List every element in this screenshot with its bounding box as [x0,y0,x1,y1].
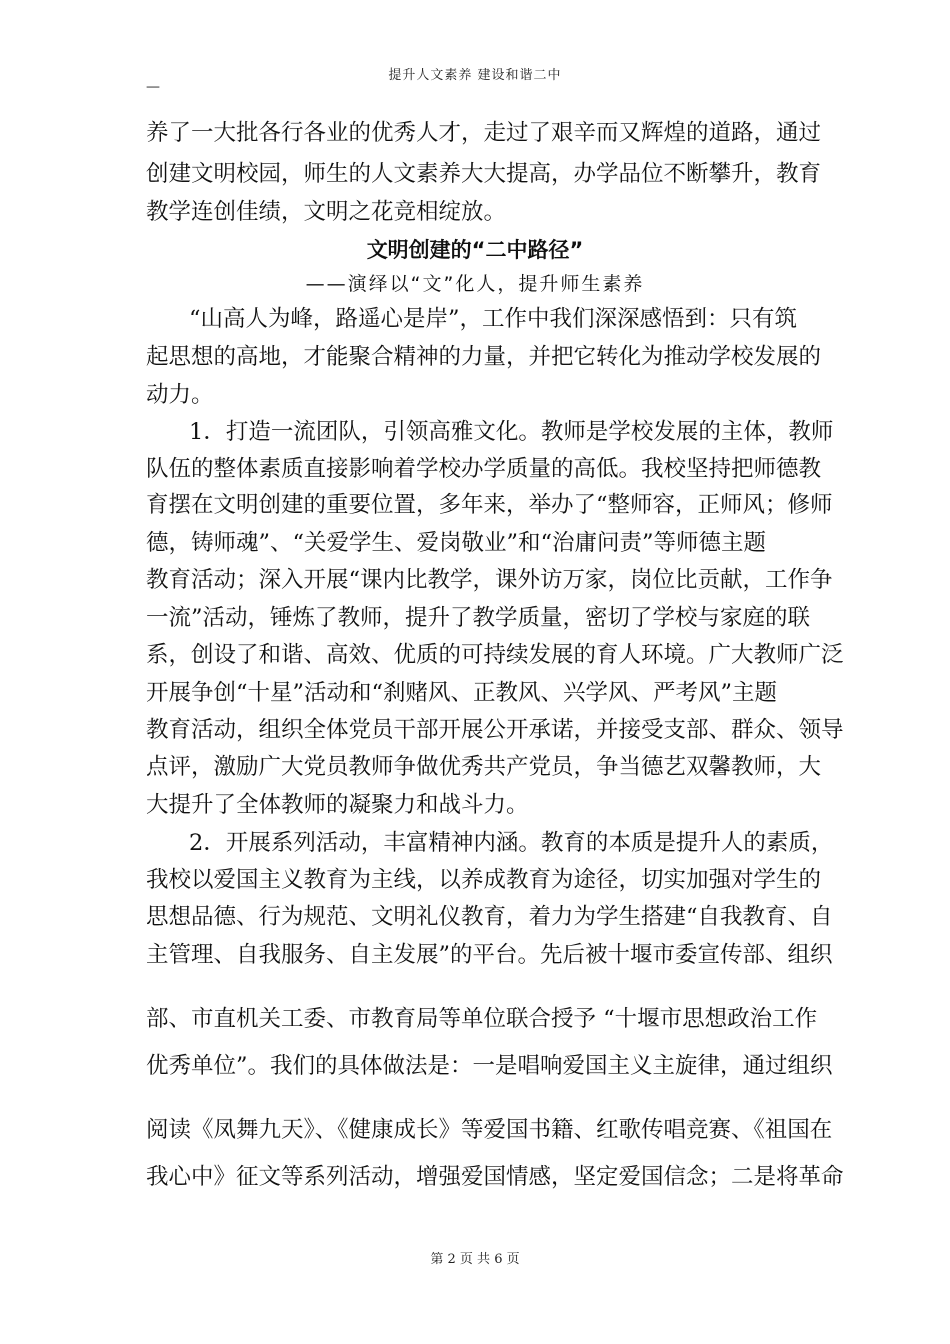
para1-line: 1．打造一流团队，引领高雅文化。教师是学校发展的主体，教师 [189,419,834,445]
para2-line: 思想品德、行为规范、文明礼仪教育，着力为学生搭建“自我教育、自 [146,904,833,930]
para2-line: 我校以爱国主义教育为主线，以养成教育为途径，切实加强对学生的 [146,867,822,893]
section-title: 文明创建的“二中路径” [366,238,584,262]
para1-line: 德，铸师魂”、“关爱学生、爱岗敬业”和“治庸问责”等师德主题 [146,530,767,556]
para1-line: 教育活动；深入开展“课内比教学，课外访万家，岗位比贡献，工作争 [146,567,833,593]
motto-line: 起思想的高地，才能聚合精神的力量，并把它转化为推动学校发展的 [146,344,822,370]
para2-line: 阅读《凤舞九天》、《健康成长》等爱国书籍、红歌传唱竞赛、《祖国在 [146,1117,833,1143]
para1-line: 大提升了全体教师的凝聚力和战斗力。 [146,792,529,818]
intro-line: 教学连创佳绩，文明之花竞相绽放。 [146,199,507,225]
intro-line: 养了一大批各行各业的优秀人才，走过了艰辛而又辉煌的道路，通过 [146,120,822,146]
para2-line: 部、市直机关工委、市教育局等单位联合授予 “十堰市思想政治工作 [146,1006,818,1032]
para1-line: 点评，激励广大党员教师争做优秀共产党员，争当德艺双馨教师，大 [146,754,822,780]
para2-line: 我心中》征文等系列活动，增强爱国情感，坚定爱国信念；二是将革命 [146,1164,844,1190]
para1-line: 开展争创“十星”活动和“刹赌风、正教风、兴学风、严考风”主题 [146,680,778,706]
para2-line: 2．开展系列活动，丰富精神内涵。教育的本质是提升人的素质， [189,830,834,856]
motto-line: 动力。 [146,382,214,408]
para2-line: 优秀单位”。我们的具体做法是：一是唱响爱国主义主旋律，通过组织 [146,1053,833,1079]
page-header: 提升人文素养 建设和谐二中 [388,68,562,83]
para1-line: 教育活动，组织全体党员干部开展公开承诺，并接受支部、群众、领导 [146,717,844,743]
para1-line: 系，创设了和谐、高效、优质的可持续发展的育人环境。广大教师广泛 [146,642,844,668]
section-subtitle: ——演绎以“文”化人，提升师生素养 [305,273,645,295]
para1-line: 一流”活动，锤炼了教师，提升了教学质量，密切了学校与家庭的联 [146,605,811,631]
header-mark: — [146,79,160,95]
intro-line: 创建文明校园，师生的人文素养大大提高，办学品位不断攀升，教育 [146,161,822,187]
para2-line: 主管理、自我服务、自主发展”的平台。先后被十堰市委宣传部、组织 [146,942,833,968]
motto-line: “山高人为峰，路遥心是岸”，工作中我们深深感悟到：只有筑 [189,306,798,332]
para1-line: 育摆在文明创建的重要位置，多年来，举办了“整师容，正师风；修师 [146,492,833,518]
page-number: 第 2 页 共 6 页 [430,1252,520,1267]
para1-line: 队伍的整体素质直接影响着学校办学质量的高低。我校坚持把师德教 [146,456,822,482]
